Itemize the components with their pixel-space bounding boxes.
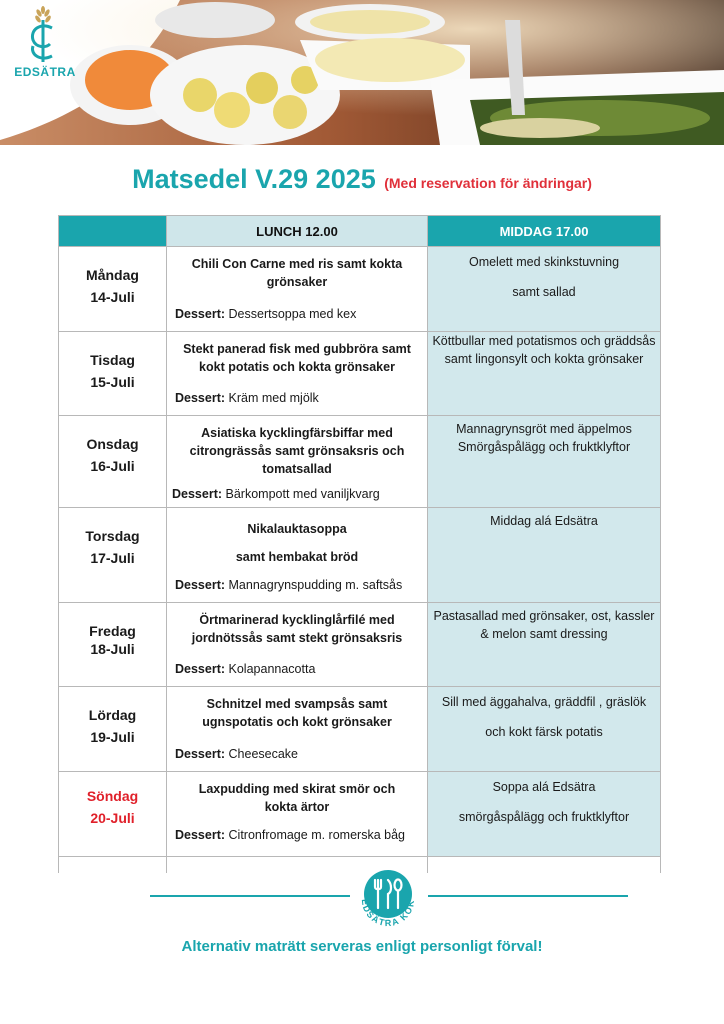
lunch-cell <box>167 332 428 416</box>
header-middag: MIDDAG 17.00 <box>428 216 661 247</box>
dessert-label: Dessert: <box>175 828 226 842</box>
dessert-text: Dessertsoppa med kex <box>228 307 357 321</box>
day-name: Onsdag <box>86 436 139 452</box>
dessert-label: Dessert: <box>175 747 226 761</box>
table-row <box>59 687 661 772</box>
dessert-text: Kolapannacotta <box>228 662 316 676</box>
day-date: 14-Juli <box>90 289 135 305</box>
day-name: Måndag <box>86 267 139 283</box>
dinner-line-1: Pastasallad med grönsaker, ost, kassler & melon samt dressing <box>433 609 655 641</box>
dessert-line <box>175 662 315 676</box>
lunch-dish: Asiatiska kycklingfärsbiffar med citrongrässås samt grönsaksris och tomatsallad <box>189 426 405 476</box>
kitchen-badge-text: EDSÄTRA KÖK <box>359 898 417 929</box>
dinner-cell <box>428 416 661 508</box>
fork-knife-spoon-icon <box>348 860 428 940</box>
lunch-dish: Örtmarinerad kycklinglårfilé med jordnötssås samt stekt grönsaksris <box>191 613 403 645</box>
day-name: Fredag <box>89 623 136 639</box>
dinner-line-1: Omelett med skinkstuvning <box>468 255 620 269</box>
dinner-line-1: Middag alá Edsätra <box>490 514 598 528</box>
dessert-line <box>175 747 298 761</box>
table-row <box>59 247 661 332</box>
empty-cell <box>428 857 661 873</box>
lunch-dish: Chili Con Carne med ris samt kokta grönsaker <box>191 257 403 289</box>
dessert-label: Dessert: <box>172 487 223 501</box>
lunch-cell <box>167 772 428 857</box>
dessert-line <box>175 307 356 321</box>
dinner-line-2: samt sallad <box>512 285 576 299</box>
lunch-dish: Nikalauktasoppa <box>247 522 347 536</box>
edsatra-logo <box>0 0 90 100</box>
header-lunch: LUNCH 12.00 <box>167 216 428 247</box>
day-cell <box>59 687 167 772</box>
dessert-line <box>175 828 405 842</box>
day-name: Tisdag <box>90 352 135 368</box>
hero-illustration <box>0 0 724 145</box>
day-date: 20-Juli <box>90 810 135 826</box>
hero-food-photo <box>0 0 724 145</box>
dinner-cell <box>428 247 661 332</box>
day-cell <box>59 508 167 603</box>
table-header-row <box>59 216 661 247</box>
dinner-line-1: Sill med äggahalva, gräddfil , gräslök <box>441 695 647 709</box>
title-main: Matsedel V.29 2025 <box>132 164 376 194</box>
lunch-dish: Stekt panerad fisk med gubbröra samt kokt potatis och kokta grönsaker <box>183 342 411 374</box>
day-name: Torsdag <box>85 528 140 544</box>
dinner-cell <box>428 332 661 416</box>
dinner-line-2: smörgåspålägg och fruktklyftor <box>458 810 630 824</box>
dessert-label: Dessert: <box>175 662 226 676</box>
dinner-line-1: Soppa alá Edsätra <box>492 780 596 794</box>
title-note: (Med reservation för ändringar) <box>384 175 592 191</box>
lunch-dish-2: samt hembakat bröd <box>235 550 359 564</box>
dinner-cell <box>428 603 661 687</box>
dessert-text: Cheesecake <box>228 747 299 761</box>
footer-divider-left <box>150 895 350 897</box>
dessert-text: Kräm med mjölk <box>228 391 319 405</box>
day-cell <box>59 332 167 416</box>
page-title <box>0 164 724 195</box>
dessert-label: Dessert: <box>175 391 226 405</box>
lunch-cell <box>167 416 428 508</box>
kitchen-badge <box>348 860 428 940</box>
day-date: 19-Juli <box>90 729 135 745</box>
day-cell <box>59 416 167 508</box>
table-row <box>59 332 661 416</box>
wheat-e-logo-icon <box>0 0 90 70</box>
table-row <box>59 416 661 508</box>
dinner-cell <box>428 687 661 772</box>
footer-note: Alternativ maträtt serveras enligt personligt förval! <box>181 938 543 955</box>
dinner-line-1: Mannagrynsgröt med äppelmos <box>456 422 632 436</box>
dinner-line-2: Smörgåspålägg och fruktklyftor <box>457 440 631 454</box>
dinner-line-2: och kokt färsk potatis <box>485 725 603 739</box>
lunch-cell <box>167 687 428 772</box>
day-date: 16-Juli <box>90 458 135 474</box>
dinner-line-1: Köttbullar med potatismos och gräddsås samt lingonsylt och kokta grönsaker <box>432 334 656 366</box>
dessert-label: Dessert: <box>175 307 226 321</box>
header-corner <box>59 216 167 247</box>
day-cell <box>59 603 167 687</box>
dessert-label: Dessert: <box>175 578 226 592</box>
lunch-dish: Laxpudding med skirat smör och kokta ärtor <box>198 782 396 814</box>
dinner-cell <box>428 772 661 857</box>
dessert-text: Mannagrynspudding m. saftsås <box>228 578 403 592</box>
day-date: 17-Juli <box>90 550 135 566</box>
day-date: 18-Juli <box>90 641 135 657</box>
dinner-cell <box>428 508 661 603</box>
dessert-text: Bärkompott med vaniljkvarg <box>225 487 380 501</box>
day-name: Lördag <box>88 707 137 723</box>
table-row <box>59 772 661 857</box>
footer-divider-right <box>428 895 628 897</box>
day-name: Söndag <box>86 788 139 804</box>
day-cell <box>59 247 167 332</box>
empty-cell <box>59 857 167 873</box>
lunch-cell <box>167 247 428 332</box>
lunch-cell <box>167 603 428 687</box>
dessert-line <box>175 391 319 405</box>
day-cell <box>59 772 167 857</box>
dessert-line <box>175 578 402 592</box>
table-row <box>59 603 661 687</box>
day-date: 15-Juli <box>90 374 135 390</box>
dessert-line <box>172 487 380 501</box>
menu-table <box>58 215 661 873</box>
dessert-text: Citronfromage m. romerska båg <box>228 828 405 842</box>
table-row <box>59 508 661 603</box>
lunch-dish: Schnitzel med svampsås samt ugnspotatis och kokt grönsaker <box>202 697 392 729</box>
lunch-cell <box>167 508 428 603</box>
logo-wordmark: EDSÄTRA <box>14 65 76 79</box>
